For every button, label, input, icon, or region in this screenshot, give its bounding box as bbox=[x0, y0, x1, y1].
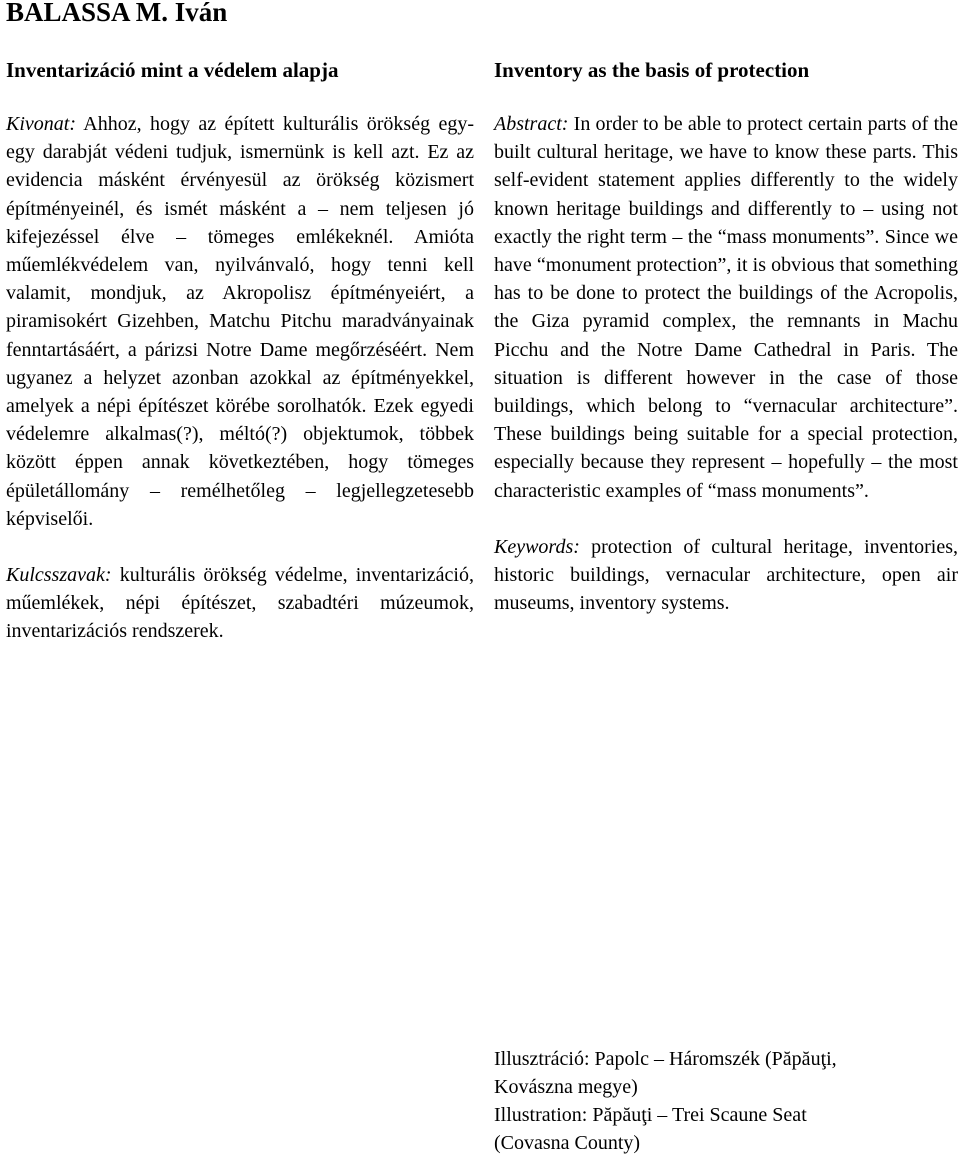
hungarian-keywords-text: kulturális örökség védelme, inventarizáció, műemlékek, népi építészet, szabadtéri múzeumok, inventarizációs rendszerek. bbox=[6, 564, 474, 643]
english-title: Inventory as the basis of protection bbox=[494, 58, 810, 82]
english-abstract-text: In order to be able to protect certain parts of the built cultural heritage, we have to know these parts. This self-evident statement applies differently to the widely known heritage buildings and differently to – using not exactly the right term – the “mass monuments”. Since we have “monument protection”, it is obvious that something has to be done to protect the buildings of the Acropolis, the Giza pyramid complex, the remnants in Machu Picchu and the Notre Dame Cathedral in Paris. The situation is different however in the case of those buildings, which belong to “vernacular architecture”. These buildings being suitable for a special protection, especially because they represent – hopefully – the most characteristic examples of “mass monuments”. bbox=[494, 113, 958, 502]
illustration-caption-hu-line1: Illusztráció: Papolc – Háromszék (Păpăuţi, bbox=[494, 1048, 837, 1070]
hungarian-abstract-text: Ahhoz, hogy az épített kulturális örökség egy-egy darabját védeni tudjuk, ismernünk is kell azt. Ez az evidencia másként érvényesül az örökség közismert építményeinél, és ismét másként a – nem teljesen jó kifejezéssel élve – tömeges emlékeknél. Amióta műemlékvédelem van, nyilvánvaló, hogy tenni kell valamit, mondjuk, az Akropolisz építményeiért, a piramisokért Gizehben, Matchu Pitchu maradványainak fenntartásáért, a párizsi Notre Dame megőrzéséért. Nem ugyanez a helyzet azonban azokkal az építményekkel, amelyek a népi építészet körébe sorolhatók. Ezek egyedi védelemre alkalmas(?), méltó(?) objektumok, többek között éppen annak következtében, hogy tömeges épületállomány – remélhetőleg – legjellegzetesebb képviselői. bbox=[6, 113, 474, 530]
english-keywords bbox=[494, 533, 958, 618]
hungarian-abstract bbox=[6, 110, 474, 533]
illustration-caption-hu-line2: Kovászna megye) bbox=[494, 1076, 638, 1098]
english-abstract-label: Abstract: bbox=[494, 113, 569, 135]
illustration-caption bbox=[494, 1045, 954, 1157]
hungarian-keywords-label: Kulcsszavak: bbox=[6, 564, 112, 587]
english-keywords-text: protection of cultural heritage, inventories, historic buildings, vernacular architecture, open air museums, inventory systems. bbox=[494, 535, 958, 615]
hungarian-keywords bbox=[6, 561, 474, 646]
hungarian-abstract-label: Kivonat: bbox=[6, 113, 76, 135]
english-abstract bbox=[494, 110, 958, 505]
english-keywords-label: Keywords: bbox=[494, 535, 580, 558]
hungarian-title: Inventarizáció mint a védelem alapja bbox=[6, 58, 339, 82]
illustration-caption-en-line2: (Covasna County) bbox=[494, 1132, 641, 1154]
illustration-caption-en-line1: Illustration: Păpăuţi – Trei Scaune Seat bbox=[494, 1104, 807, 1126]
hungarian-column bbox=[6, 56, 474, 646]
author-name: BALASSA M. Iván bbox=[6, 0, 228, 27]
english-column bbox=[494, 56, 958, 617]
